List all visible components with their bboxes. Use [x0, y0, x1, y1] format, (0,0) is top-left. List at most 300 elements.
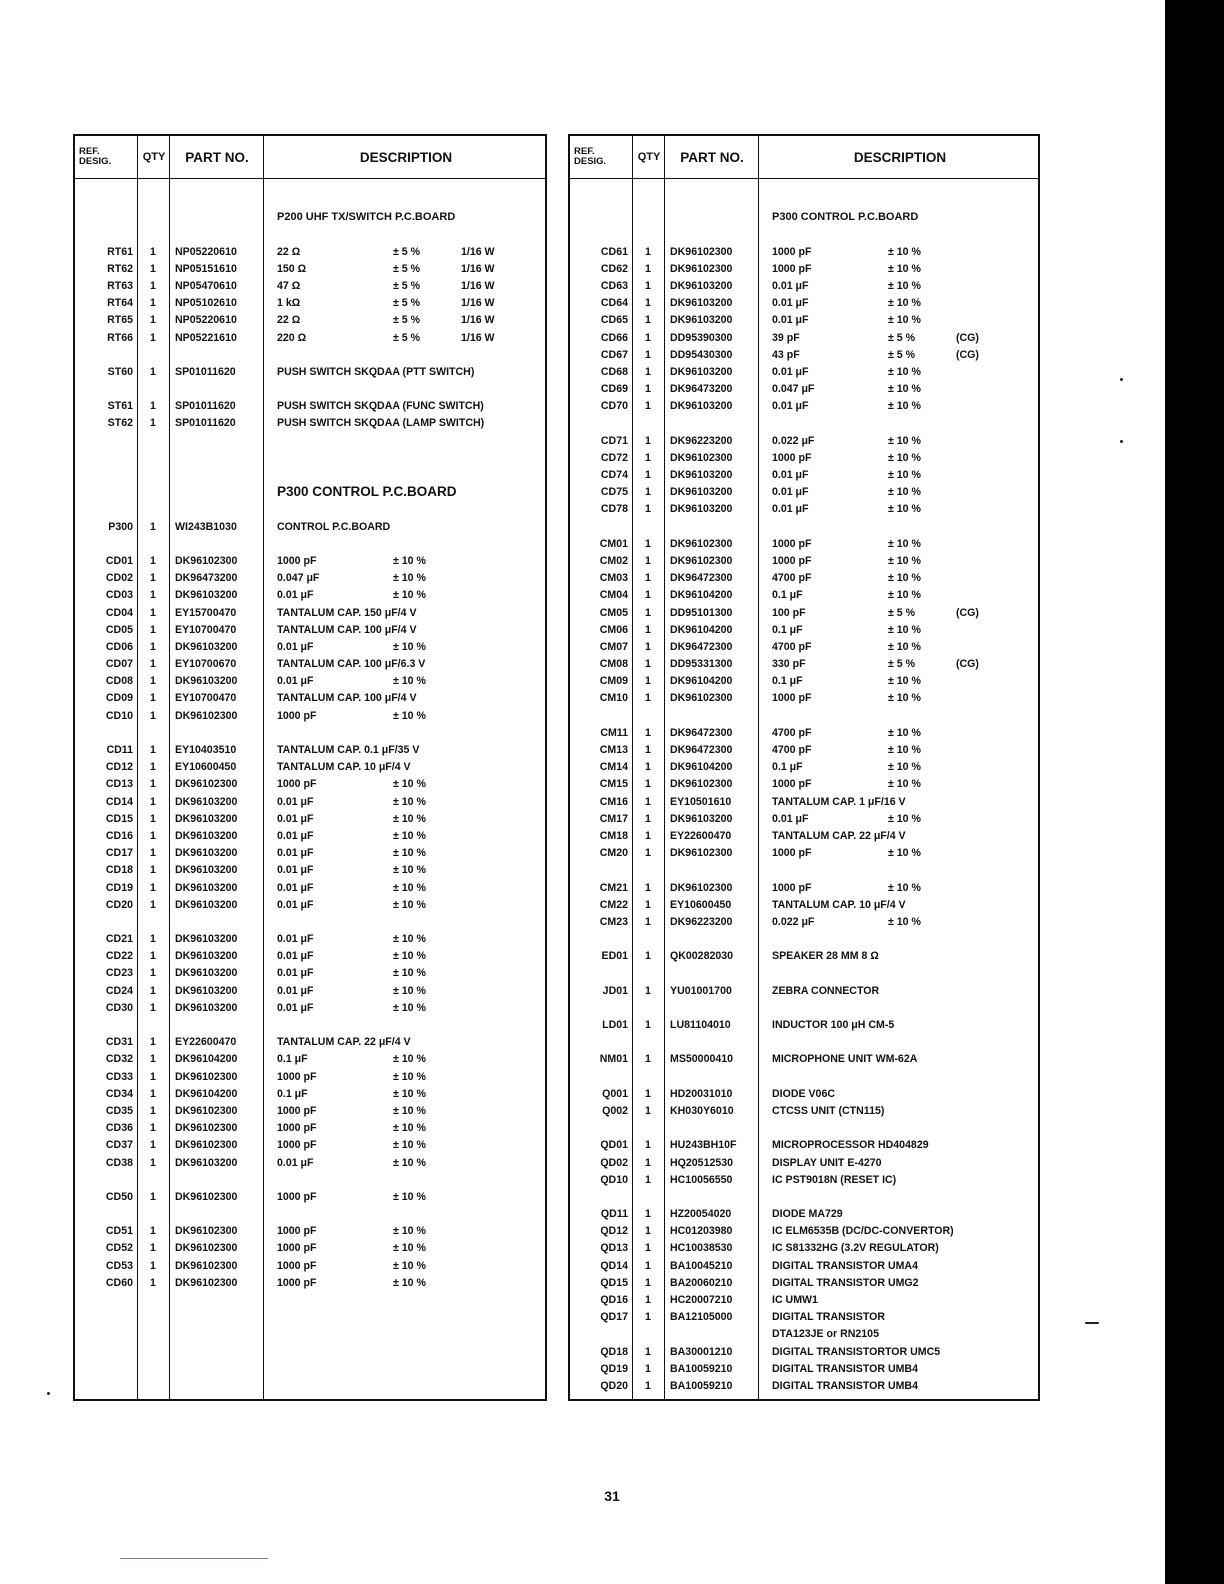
description-cell: 0.047 μF — [277, 572, 320, 585]
table-row — [75, 965, 545, 982]
part-no-cell: DK96103200 — [175, 1156, 238, 1169]
table-row — [570, 759, 1038, 776]
ref-desig-cell: CM01 — [599, 537, 628, 550]
part-no-cell: DK96102300 — [175, 1276, 238, 1289]
part-no-cell: NP05220610 — [175, 245, 237, 258]
qty-cell: 1 — [645, 589, 651, 602]
tolerance-cell: ± 10 % — [888, 486, 921, 499]
tolerance-cell: ± 10 % — [888, 761, 921, 774]
description-cell: 1000 pF — [277, 1190, 317, 1203]
ref-desig-cell: CM04 — [599, 589, 628, 602]
rating-cell: 1/16 W — [461, 314, 495, 327]
description-cell: TANTALUM CAP. 150 μF/4 V — [277, 606, 417, 619]
qty-cell: 1 — [645, 469, 651, 481]
description-cell: 0.01 μF — [277, 812, 314, 825]
table-row — [570, 948, 1038, 965]
qty-cell: 1 — [645, 1225, 651, 1238]
table-row — [570, 364, 1038, 381]
part-no-cell: DK96102300 — [670, 881, 733, 894]
part-no-cell: DK96103200 — [175, 984, 238, 997]
table-row — [75, 673, 545, 690]
qty-cell: 1 — [645, 675, 651, 688]
table-row — [570, 1223, 1038, 1240]
table-row — [570, 880, 1038, 897]
rating-cell: 1/16 W — [461, 297, 495, 310]
qty-cell: 1 — [645, 314, 651, 327]
qty-cell: 1 — [645, 1139, 651, 1152]
part-no-cell: EY15700470 — [175, 606, 237, 619]
qty-cell: 1 — [645, 1208, 651, 1221]
description-cell: 1 kΩ — [277, 297, 301, 310]
section-heading — [570, 209, 1038, 226]
table-row — [75, 1051, 545, 1068]
tolerance-cell: ± 10 % — [888, 469, 921, 481]
description-cell: DIGITAL TRANSISTOR UMB4 — [772, 1362, 918, 1375]
description-cell: 1000 pF — [277, 554, 317, 567]
ref-desig-cell: CD02 — [105, 572, 133, 585]
tolerance-cell: ± 10 % — [393, 709, 426, 722]
qty-cell: 1 — [645, 726, 651, 739]
qty-cell: 1 — [150, 709, 156, 722]
ref-desig-cell: CM06 — [599, 623, 628, 636]
ref-desig-cell: RT64 — [107, 297, 133, 310]
table-row — [75, 1000, 545, 1017]
ref-desig-cell: CM07 — [599, 640, 628, 653]
description-cell: DISPLAY UNIT E-4270 — [772, 1156, 882, 1169]
tolerance-cell: ± 10 % — [888, 554, 921, 567]
description-cell: 1000 pF — [277, 1276, 317, 1289]
description-cell: 4700 pF — [772, 744, 812, 756]
qty-cell: 1 — [150, 778, 156, 791]
part-no-cell: EY10600450 — [175, 761, 237, 774]
ref-desig-cell: CM08 — [599, 658, 628, 671]
table-row — [570, 1051, 1038, 1068]
table-row — [75, 897, 545, 914]
qty-cell: 1 — [645, 1087, 651, 1100]
description-cell: 22 Ω — [277, 314, 301, 327]
part-no-cell: DK96103200 — [670, 365, 733, 378]
tolerance-cell: ± 10 % — [393, 1070, 426, 1083]
spacer-row — [570, 1189, 1038, 1206]
description-cell: 0.01 μF — [277, 1156, 314, 1169]
table-row — [570, 261, 1038, 278]
description-cell: DIGITAL TRANSISTOR UMA4 — [772, 1259, 918, 1272]
part-no-cell: DK96102300 — [175, 1259, 238, 1272]
table-row — [75, 1137, 545, 1154]
qty-cell: 1 — [150, 1087, 156, 1100]
description-cell: 1000 pF — [772, 692, 812, 705]
header-description: DESCRIPTION — [853, 149, 947, 165]
table-row — [570, 845, 1038, 862]
part-no-cell: DK96103200 — [175, 967, 238, 980]
qty-cell: 1 — [645, 658, 651, 671]
table-row — [570, 553, 1038, 570]
table-row — [570, 278, 1038, 295]
tolerance-cell: ± 10 % — [393, 950, 426, 963]
table-row — [570, 1137, 1038, 1154]
table-row — [570, 295, 1038, 312]
table-row — [75, 1189, 545, 1206]
table-row — [570, 381, 1038, 398]
table-row — [75, 742, 545, 759]
qty-cell: 1 — [150, 1070, 156, 1083]
tolerance-cell: ± 5 % — [393, 331, 421, 344]
tolerance-cell: ± 10 % — [393, 554, 426, 567]
part-no-cell: DK96103200 — [670, 503, 733, 516]
ref-desig-cell: Q002 — [602, 1104, 628, 1117]
part-no-cell: DK96104200 — [670, 675, 733, 688]
part-no-cell: DK96102300 — [670, 262, 733, 275]
table-row — [570, 828, 1038, 845]
qty-cell: 1 — [150, 262, 156, 275]
ref-desig-cell: CD16 — [105, 829, 133, 842]
part-no-cell: DK96103200 — [670, 812, 733, 825]
table-row — [75, 364, 545, 381]
part-no-cell: DK96104200 — [670, 589, 733, 602]
qty-cell: 1 — [645, 1053, 651, 1066]
qty-cell: 1 — [645, 829, 651, 842]
spacer-row — [570, 192, 1038, 209]
table-row — [75, 880, 545, 897]
qty-cell: 1 — [150, 933, 156, 946]
part-no-cell: DK96223200 — [670, 434, 733, 447]
ref-desig-cell: QD12 — [600, 1225, 628, 1238]
table-header — [75, 136, 545, 179]
description-cell: 0.01 μF — [772, 314, 809, 327]
part-no-cell: DK96102300 — [175, 554, 238, 567]
header-ref-line1: REF. — [79, 146, 100, 157]
tolerance-cell: ± 10 % — [393, 1139, 426, 1152]
part-no-cell: BA20060210 — [670, 1276, 733, 1289]
part-no-cell: EY22600470 — [670, 829, 732, 842]
qty-cell: 1 — [645, 365, 651, 378]
description-cell: SPEAKER 28 MM 8 Ω — [772, 950, 879, 963]
description-cell: 1000 pF — [772, 847, 812, 860]
table-row — [570, 1326, 1038, 1343]
part-no-cell: SP01011620 — [175, 400, 236, 413]
qty-cell: 1 — [150, 623, 156, 636]
description-cell: 0.01 μF — [772, 503, 809, 516]
description-cell: 1000 pF — [277, 1139, 317, 1152]
description-cell: 150 Ω — [277, 262, 307, 275]
part-no-cell: DK96103200 — [175, 829, 238, 842]
spacer-row — [75, 450, 545, 467]
table-row — [75, 1155, 545, 1172]
qty-cell: 1 — [645, 812, 651, 825]
table-row — [75, 862, 545, 879]
qty-cell: 1 — [645, 984, 651, 997]
spacer-row — [75, 914, 545, 931]
qty-cell: 1 — [645, 847, 651, 860]
header-description: DESCRIPTION — [359, 149, 453, 165]
table-row — [75, 845, 545, 862]
ref-desig-cell: CM13 — [599, 744, 628, 756]
ref-desig-cell: ED01 — [601, 950, 628, 963]
qty-cell: 1 — [150, 675, 156, 688]
table-row — [75, 639, 545, 656]
table-row — [570, 1086, 1038, 1103]
table-row — [75, 1275, 545, 1292]
description-cell: 1000 pF — [277, 1225, 317, 1238]
ref-desig-cell: CD19 — [105, 881, 133, 894]
description-cell: IC PST9018N (RESET IC) — [772, 1173, 897, 1186]
tolerance-cell: ± 10 % — [888, 365, 921, 378]
header-qty: QTY — [637, 151, 661, 163]
tolerance-cell: ± 10 % — [888, 314, 921, 327]
qty-cell: 1 — [150, 297, 156, 310]
part-no-cell: QK00282030 — [670, 950, 734, 963]
qty-cell: 1 — [645, 898, 651, 911]
ref-desig-cell: CD05 — [105, 623, 133, 636]
part-no-cell: DK96473200 — [175, 572, 238, 585]
header-part-no: PART NO. — [185, 149, 249, 165]
ref-desig-cell: NM01 — [599, 1053, 628, 1066]
qty-cell: 1 — [150, 898, 156, 911]
qty-cell: 1 — [645, 1156, 651, 1169]
ref-desig-cell: CM02 — [599, 554, 628, 567]
part-no-cell: DK96103200 — [175, 933, 238, 946]
ref-desig-cell: CD60 — [105, 1276, 133, 1289]
description-cell: 1000 pF — [277, 1122, 317, 1135]
tolerance-cell: ± 10 % — [393, 881, 426, 894]
ref-desig-cell: CM03 — [599, 572, 628, 585]
tolerance-cell: ± 5 % — [393, 279, 421, 292]
tolerance-cell: ± 10 % — [393, 984, 426, 997]
part-no-cell: DK96103200 — [175, 640, 238, 653]
spacer-row — [75, 501, 545, 518]
ref-desig-cell: ST62 — [107, 417, 133, 430]
description-cell: 0.01 μF — [772, 486, 809, 499]
ref-desig-cell: CD33 — [105, 1070, 133, 1083]
qty-cell: 1 — [150, 829, 156, 842]
table-header — [570, 136, 1038, 179]
tolerance-cell: ± 10 % — [393, 1276, 426, 1289]
tolerance-cell: ± 10 % — [888, 503, 921, 516]
spacer-row — [75, 725, 545, 742]
ref-desig-cell: CD06 — [105, 640, 133, 653]
ref-desig-cell: QD15 — [600, 1276, 628, 1289]
part-no-cell: DK96103200 — [670, 297, 733, 310]
tolerance-cell: ± 5 % — [393, 245, 421, 258]
section-heading — [75, 484, 545, 501]
header-ref — [570, 136, 634, 178]
description-cell: MICROPROCESSOR HD404829 — [772, 1139, 929, 1152]
description-cell: 0.1 μF — [772, 675, 803, 688]
table-row — [570, 398, 1038, 415]
ref-desig-cell: CD63 — [600, 279, 628, 292]
header-ref-line2: DESIG. — [79, 156, 112, 167]
ref-desig-cell: RT61 — [107, 245, 133, 258]
ref-desig-cell: CD68 — [600, 365, 628, 378]
ref-desig-cell: QD17 — [600, 1311, 628, 1324]
table-row — [570, 1258, 1038, 1275]
ref-desig-cell: CD34 — [105, 1087, 133, 1100]
qty-cell: 1 — [150, 658, 156, 671]
part-no-cell: DK96103200 — [175, 675, 238, 688]
qty-cell: 1 — [645, 761, 651, 774]
ref-desig-cell: CD15 — [105, 812, 133, 825]
qty-cell: 1 — [645, 1019, 651, 1031]
part-no-cell: HQ20512530 — [670, 1156, 734, 1169]
tolerance-cell: ± 10 % — [393, 1259, 426, 1272]
part-no-cell: EY22600470 — [175, 1036, 237, 1049]
tolerance-cell: ± 10 % — [393, 1001, 426, 1014]
spacer-row — [570, 226, 1038, 243]
ref-desig-cell: CM23 — [599, 915, 628, 928]
ref-desig-cell: QD16 — [600, 1294, 628, 1306]
part-no-cell: BA10059210 — [670, 1379, 733, 1392]
description-cell: DIGITAL TRANSISTOR UMB4 — [772, 1379, 918, 1392]
description-cell: 1000 pF — [277, 709, 317, 722]
tolerance-cell: ± 5 % — [393, 262, 421, 275]
tolerance-cell: ± 10 % — [888, 537, 921, 550]
ref-desig-cell: RT65 — [107, 314, 133, 327]
part-no-cell: DK96103200 — [175, 881, 238, 894]
table-row — [570, 347, 1038, 364]
tolerance-cell: ± 10 % — [393, 1053, 426, 1066]
qty-cell: 1 — [150, 331, 156, 344]
description-cell: P200 UHF TX/SWITCH P.C.BOARD — [277, 211, 456, 224]
part-no-cell: DK96103200 — [670, 400, 733, 413]
table-row — [570, 501, 1038, 518]
qty-cell: 1 — [645, 1276, 651, 1289]
header-ref — [75, 136, 139, 178]
section-heading — [75, 209, 545, 226]
ref-desig-cell: ST61 — [107, 400, 133, 413]
qty-cell: 1 — [645, 1379, 651, 1392]
table-row — [75, 1223, 545, 1240]
qty-cell: 1 — [645, 434, 651, 447]
ref-desig-cell: CD17 — [105, 847, 133, 860]
part-no-cell: BA30001210 — [670, 1345, 733, 1358]
part-no-cell: EY10700470 — [175, 623, 237, 636]
qty-cell: 1 — [645, 245, 651, 258]
description-cell: 1000 pF — [277, 1242, 317, 1255]
description-cell: DIODE MA729 — [772, 1208, 843, 1221]
rating-cell: (CG) — [956, 348, 979, 361]
table-row — [75, 295, 545, 312]
qty-cell: 1 — [645, 537, 651, 550]
table-row — [570, 1378, 1038, 1395]
description-cell: 0.01 μF — [277, 898, 314, 911]
rating-cell: (CG) — [956, 658, 979, 671]
ref-desig-cell: CD62 — [600, 262, 628, 275]
qty-cell: 1 — [150, 1122, 156, 1135]
ref-desig-cell: CD23 — [105, 967, 133, 980]
table-row — [570, 1103, 1038, 1120]
table-row — [75, 690, 545, 707]
spacer-row — [570, 862, 1038, 879]
table-row — [570, 897, 1038, 914]
ref-desig-cell: CD20 — [105, 898, 133, 911]
qty-cell: 1 — [645, 1104, 651, 1117]
description-cell: TANTALUM CAP. 100 μF/4 V — [277, 692, 417, 705]
qty-cell: 1 — [150, 279, 156, 292]
qty-cell: 1 — [150, 1053, 156, 1066]
part-no-cell: BA10059210 — [670, 1362, 733, 1375]
description-cell: 1000 pF — [277, 778, 317, 791]
qty-cell: 1 — [150, 417, 156, 430]
ref-desig-cell: CD75 — [600, 486, 628, 499]
table-row — [75, 656, 545, 673]
ref-desig-cell: CD36 — [105, 1122, 133, 1135]
description-cell: 0.01 μF — [772, 279, 809, 292]
part-no-cell: KH030Y6010 — [670, 1104, 734, 1117]
description-cell: 0.022 μF — [772, 434, 815, 447]
ref-desig-cell: QD13 — [600, 1242, 628, 1255]
ref-desig-cell: CM22 — [599, 898, 628, 911]
qty-cell: 1 — [645, 1259, 651, 1272]
qty-cell: 1 — [150, 572, 156, 585]
spacer-row — [75, 433, 545, 450]
part-no-cell: DD95101300 — [670, 606, 733, 619]
tolerance-cell: ± 10 % — [393, 795, 426, 808]
description-cell: 0.01 μF — [772, 365, 809, 378]
tolerance-cell: ± 10 % — [888, 778, 921, 791]
tolerance-cell: ± 10 % — [888, 623, 921, 636]
table-row — [570, 776, 1038, 793]
ref-desig-cell: CD08 — [105, 675, 133, 688]
description-cell: 1000 pF — [277, 1070, 317, 1083]
description-cell: PUSH SWITCH SKQDAA (PTT SWITCH) — [277, 365, 475, 378]
part-no-cell: EY10403510 — [175, 744, 237, 756]
qty-cell: 1 — [645, 950, 651, 963]
table-row — [75, 948, 545, 965]
tolerance-cell: ± 10 % — [393, 1104, 426, 1117]
description-cell: 1000 pF — [772, 451, 812, 464]
part-no-cell: DK96102300 — [175, 1242, 238, 1255]
tolerance-cell: ± 10 % — [888, 589, 921, 602]
ref-desig-cell: QD14 — [600, 1259, 628, 1272]
qty-cell: 1 — [150, 640, 156, 653]
part-no-cell: DK96103200 — [670, 469, 733, 481]
spacer-row — [75, 347, 545, 364]
ref-desig-cell: CM17 — [599, 812, 628, 825]
page-number: 31 — [604, 1488, 620, 1504]
description-cell: 22 Ω — [277, 245, 301, 258]
tolerance-cell: ± 10 % — [393, 864, 426, 877]
table-row — [570, 1275, 1038, 1292]
description-cell: INDUCTOR 100 μH CM-5 — [772, 1019, 895, 1031]
description-cell: 43 pF — [772, 348, 800, 361]
ref-desig-cell: CM20 — [599, 847, 628, 860]
spacer-row — [570, 708, 1038, 725]
table-row — [570, 467, 1038, 484]
rating-cell: 1/16 W — [461, 279, 495, 292]
part-no-cell: NP05470610 — [175, 279, 237, 292]
table-row — [570, 587, 1038, 604]
description-cell: 0.01 μF — [277, 967, 314, 980]
ref-desig-cell: CD72 — [600, 451, 628, 464]
scan-speck — [1120, 378, 1123, 381]
part-no-cell: DK96103200 — [175, 898, 238, 911]
description-cell: TANTALUM CAP. 10 μF/4 V — [772, 898, 906, 911]
table-row — [75, 794, 545, 811]
part-no-cell: DK96102300 — [670, 554, 733, 567]
ref-desig-cell: CD14 — [105, 795, 133, 808]
qty-cell: 1 — [150, 967, 156, 980]
ref-desig-cell: CD35 — [105, 1104, 133, 1117]
ref-desig-cell: CD53 — [105, 1259, 133, 1272]
part-no-cell: DK96103200 — [175, 847, 238, 860]
table-row — [75, 553, 545, 570]
table-row — [570, 450, 1038, 467]
ref-desig-cell: CD30 — [105, 1001, 133, 1014]
ref-desig-cell: CD37 — [105, 1139, 133, 1152]
description-cell: 0.01 μF — [772, 297, 809, 310]
ref-desig-cell: CD32 — [105, 1053, 133, 1066]
description-cell: P300 CONTROL P.C.BOARD — [277, 484, 457, 500]
